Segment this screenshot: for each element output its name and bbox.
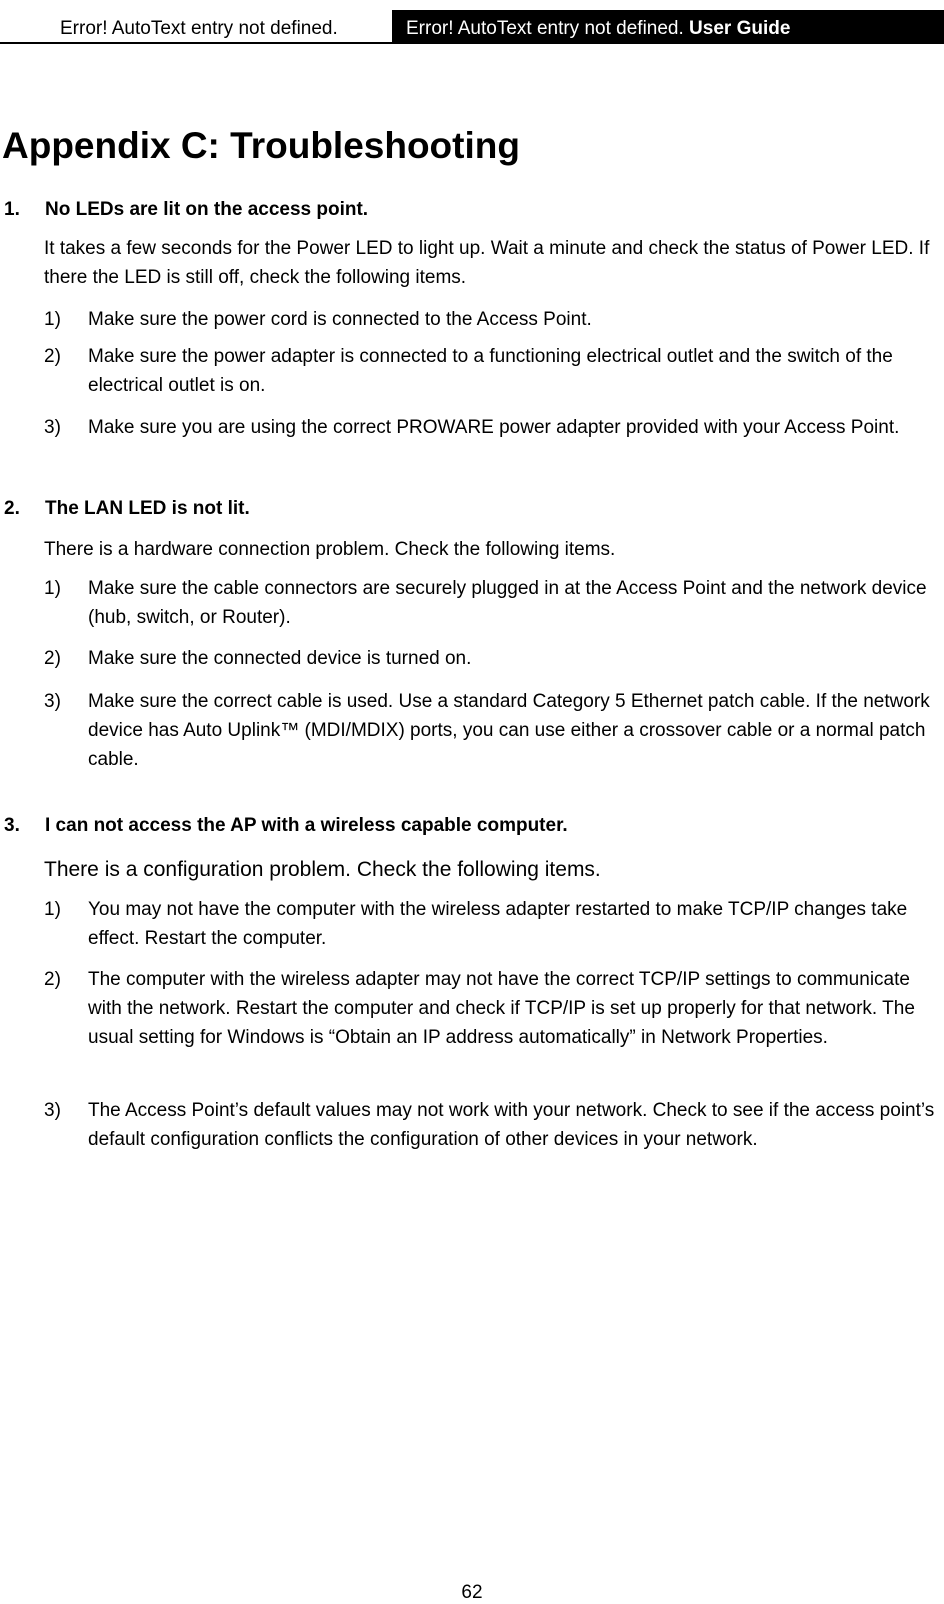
list-item-number: 3) [44, 1100, 61, 1121]
section-heading [4, 814, 568, 838]
section-number: 1. [4, 199, 20, 220]
section-heading [4, 198, 368, 222]
section-intro: There is a configuration problem. Check the following items. [44, 858, 601, 881]
list-item [44, 413, 944, 442]
list-item [44, 305, 944, 334]
header-left-text: Error! AutoText entry not defined. [60, 18, 338, 39]
page-title: Appendix C: Troubleshooting [2, 125, 520, 166]
list-item [44, 687, 944, 774]
list-item-text: You may not have the computer with the wireless adapter restarted to make TCP/IP changes take effect. Restart the computer. [88, 899, 908, 949]
list-item [44, 965, 944, 1052]
list-item-text: Make sure the correct cable is used. Use a standard Category 5 Ethernet patch cable. If the network device has Auto Uplink™ (MDI/MDIX) ports, you can use either a crossover cable or a normal patch cable. [88, 691, 930, 770]
list-item-number: 1) [44, 578, 61, 599]
list-item [44, 644, 944, 673]
header-right-text: Error! AutoText entry not defined. [406, 18, 684, 39]
list-item [44, 1096, 944, 1154]
list-item-text: The Access Point’s default values may not work with your network. Check to see if the access point’s default configuration conflicts the configuration of other devices in your network. [88, 1100, 935, 1150]
section-title: The LAN LED is not lit. [45, 498, 250, 519]
list-item-number: 3) [44, 691, 61, 712]
section-intro: There is a hardware connection problem. Check the following items. [44, 539, 616, 560]
section-number: 2. [4, 498, 20, 519]
list-item-number: 1) [44, 899, 61, 920]
header-right-banner [392, 10, 944, 44]
list-item-number: 2) [44, 969, 61, 990]
list-item-text: Make sure the power adapter is connected to a functioning electrical outlet and the switch of the electrical outlet is on. [88, 346, 893, 396]
list-item [44, 342, 944, 400]
page-number: 62 [461, 1582, 483, 1603]
list-item-text: Make sure you are using the correct PROWARE power adapter provided with your Access Point. [88, 417, 900, 438]
list-item [44, 895, 944, 953]
list-item-text: The computer with the wireless adapter may not have the correct TCP/IP settings to communicate with the network. Restart the computer and check if TCP/IP is set up properly for that network. The usual setting for Windows is “Obtain an IP address automatically” in Network Properties. [88, 969, 915, 1048]
section-number: 3. [4, 815, 20, 836]
section-title: I can not access the AP with a wireless capable computer. [45, 815, 568, 836]
page-header [0, 0, 944, 44]
list-item-number: 3) [44, 417, 61, 438]
list-item-text: Make sure the connected device is turned on. [88, 648, 472, 669]
header-doc-type: User Guide [689, 18, 791, 39]
list-item [44, 574, 944, 632]
section-heading [4, 497, 250, 521]
list-item-number: 2) [44, 346, 61, 367]
list-item-text: Make sure the cable connectors are securely plugged in at the Access Point and the network device (hub, switch, or Router). [88, 578, 927, 628]
list-item-number: 1) [44, 309, 61, 330]
section-title: No LEDs are lit on the access point. [45, 199, 369, 220]
list-item-number: 2) [44, 648, 61, 669]
list-item-text: Make sure the power cord is connected to the Access Point. [88, 309, 592, 330]
section-intro: It takes a few seconds for the Power LED to light up. Wait a minute and check the status of Power LED. If there the LED is still off, check the following items. [44, 238, 930, 288]
header-rule [0, 42, 392, 44]
